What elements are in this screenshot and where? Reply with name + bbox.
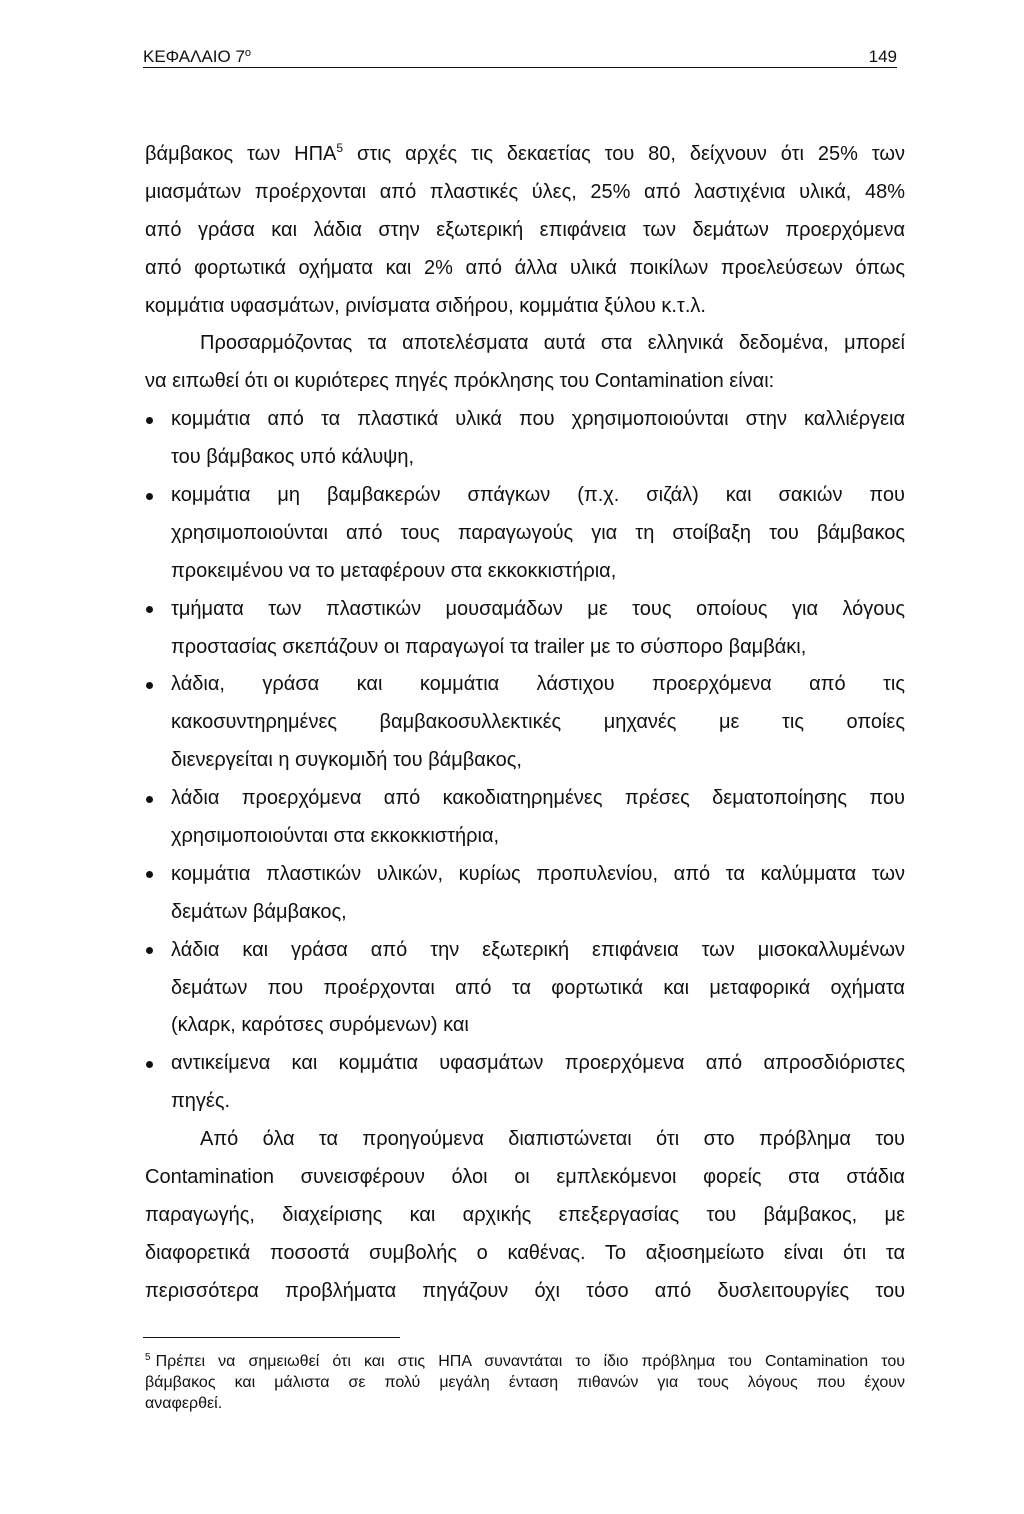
bullet-list-item (145, 401, 905, 477)
paragraph (145, 325, 905, 401)
chapter-superscript: ο (244, 47, 252, 59)
text-line: πηγές. (171, 1090, 231, 1113)
text-line: χρησιμοποιούνται από τους παραγωγούς για τη στοίβαξη του βάμβακος (171, 521, 905, 544)
page-number: 149 (868, 47, 897, 66)
chapter-heading (143, 47, 251, 67)
text-line: προκειμένου να το μεταφέρουν στα εκκοκκιστήρια, (171, 559, 617, 582)
text-line: κομμάτια μη βαμβακερών σπάγκων (π.χ. σιζάλ) και σακιών που (171, 484, 905, 507)
bullet-icon (146, 871, 153, 878)
text-fragment: Πρέπει να σημειωθεί ότι και στις ΗΠΑ συναντάται το ίδιο πρόβλημα του Contamination του (155, 1353, 905, 1370)
footnote-line: βάμβακος και μάλιστα σε πολύ μεγάλη ένταση πιθανών για τους λόγους που έχουν (145, 1374, 905, 1391)
text-line: χρησιμοποιούνται στα εκκοκκιστήρια, (171, 825, 500, 848)
text-line: κομμάτια πλαστικών υλικών, κυρίως προπυλενίου, από τα καλύμματα των (171, 862, 905, 885)
chapter-label: ΚΕΦΑΛΑΙΟ 7 (143, 47, 245, 66)
footnote-line (145, 1351, 905, 1372)
bullet-list-item (145, 1045, 905, 1121)
text-line: παραγωγής, διαχείρισης και αρχικής επεξεργασίας του βάμβακος, με (145, 1203, 905, 1226)
footnote (145, 1351, 905, 1414)
text-line (145, 136, 905, 174)
bullet-icon (146, 682, 153, 689)
text-line: δεμάτων βάμβακος, (171, 900, 347, 923)
text-line: Από όλα τα προηγούμενα διαπιστώνεται ότι στο πρόβλημα του (200, 1128, 905, 1151)
bullet-list-item (145, 666, 905, 780)
running-header (143, 47, 897, 68)
text-line: λάδια και γράσα από την εξωτερική επιφάνεια των μισοκαλλυμένων (171, 938, 905, 961)
text-line: διενεργείται η συγκομιδή του βάμβακος, (171, 749, 522, 772)
bullet-list-item (145, 477, 905, 591)
text-line: λάδια, γράσα και κομμάτια λάστιχου προερχόμενα από τις (171, 673, 905, 696)
bullet-list-item (145, 591, 905, 667)
text-line: του βάμβακος υπό κάλυψη, (171, 446, 415, 469)
bullet-list-item (145, 780, 905, 856)
footnote-marker: 5 (145, 1352, 151, 1363)
text-line: κακοσυντηρημένες βαμβακοσυλλεκτικές μηχανές με τις οποίες (171, 711, 905, 734)
text-line: να ειπωθεί ότι οι κυριότερες πηγές πρόκλησης του Contamination είναι: (145, 370, 775, 393)
text-line: περισσότερα προβλήματα πηγάζουν όχι τόσο από δυσλειτουργίες του (145, 1279, 905, 1302)
bullet-icon (146, 947, 153, 954)
bullet-list (145, 401, 905, 1121)
text-line: Contamination συνεισφέρουν όλοι οι εμπλεκόμενοι φορείς στα στάδια (145, 1166, 905, 1189)
bullet-icon (146, 606, 153, 613)
bullet-icon (146, 1061, 153, 1068)
text-line: Προσαρμόζοντας τα αποτελέσματα αυτά στα ελληνικά δεδομένα, μπορεί (200, 332, 905, 355)
text-line: τμήματα των πλαστικών μουσαμάδων με τους οποίους για λόγους (171, 597, 905, 620)
bullet-icon (146, 796, 153, 803)
footnote-reference: 5 (336, 141, 344, 155)
text-line: δεμάτων που προέρχονται από τα φορτωτικά και μεταφορικά οχήματα (171, 976, 905, 999)
text-line: κομμάτια υφασμάτων, ρινίσματα σιδήρου, κομμάτια ξύλου κ.τ.λ. (145, 294, 706, 317)
text-line: προστασίας σκεπάζουν οι παραγωγοί τα trailer με το σύσπορο βαμβάκι, (171, 635, 807, 658)
bullet-list-item (145, 932, 905, 1046)
footnote-line: αναφερθεί. (145, 1395, 223, 1412)
paragraph (145, 136, 905, 325)
bullet-icon (146, 417, 153, 424)
text-line: (κλαρκ, καρότσες συρόμενων) και (171, 1014, 469, 1037)
text-line: λάδια προερχόμενα από κακοδιατηρημένες πρέσες δεματοποίησης που (171, 787, 905, 810)
text-line: μιασμάτων προέρχονται από πλαστικές ύλες, 25% από λαστιχένια υλικά, 48% (145, 180, 905, 203)
page-body (145, 136, 905, 1311)
text-line: από γράσα και λάδια στην εξωτερική επιφάνεια των δεμάτων προερχόμενα (145, 218, 905, 241)
text-line: διαφορετικά ποσοστά συμβολής ο καθένας. Το αξιοσημείωτο είναι ότι τα (145, 1241, 905, 1264)
text-line: αντικείμενα και κομμάτια υφασμάτων προερχόμενα από απροσδιόριστες (171, 1052, 905, 1075)
bullet-icon (146, 493, 153, 500)
text-fragment: βάμβακος των ΗΠΑ (145, 143, 337, 165)
paragraph (145, 1121, 905, 1310)
text-line: κομμάτια από τα πλαστικά υλικά που χρησιμοποιούνται στην καλλιέργεια (171, 408, 905, 431)
bullet-list-item (145, 856, 905, 932)
text-fragment: στις αρχές τις δεκαετίας του 80, δείχνουν ότι 25% των (343, 143, 905, 165)
text-line: από φορτωτικά οχήματα και 2% από άλλα υλικά ποικίλων προελεύσεων όπως (145, 256, 905, 279)
footnote-divider (143, 1337, 400, 1338)
